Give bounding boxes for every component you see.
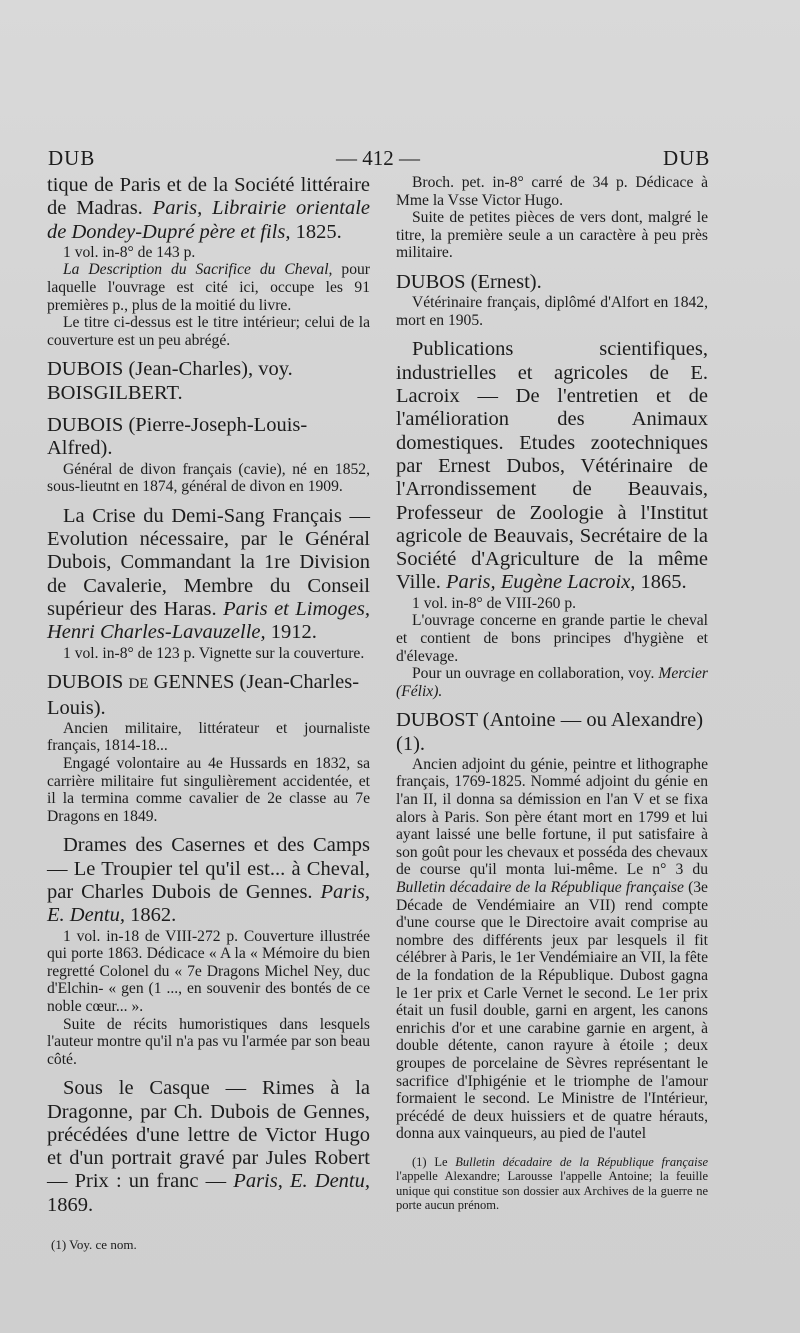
entry-heading: DUBOS (Ernest). [396,270,542,293]
entry-continuation [47,174,370,244]
publisher: Paris, E. Dentu, [233,1170,370,1193]
biography: Vétérinaire français, diplômé d'Alfort en 1842, mort en 1905. [396,294,708,329]
biography [396,756,708,1143]
year: 1912. [270,621,317,644]
footnote-right [396,1155,708,1213]
publisher: Paris, Librairie orientale de Dondey-Dupré père et fils, [47,197,370,243]
note-paragraph: Suite de petites pièces de vers dont, malgré le titre, la première seule a un caractère à peu près militaire. [396,209,708,262]
periodical-title: Bulletin décadaire de la République française [396,879,684,897]
header-right-keyword: DUB [663,146,711,170]
text-run: Pour un ouvrage en collaboration, voy. [412,665,655,683]
text-run: La Crise du Demi-Sang Français — Evolution nécessaire, par le Général Dubois, Commandant la 1re Division de Cavalerie, Membre du Conseil supérieur des Haras. [47,504,370,621]
entry-heading [47,671,370,720]
page-number: — 412 — [336,146,420,170]
footnote-left: (1) Voy. ce nom. [51,1237,137,1252]
text-run: Drames des Casernes et des Camps — Le Troupier tel qu'il est... à Cheval, par Charles Dubois de Gennes. [47,834,370,903]
text-run: tique de Paris et de la Société littéraire de Madras. [47,174,370,220]
reference: Mercier (Félix). [396,665,708,700]
volume-info: 1 vol. in-18 de VIII-272 p. Couverture illustrée qui porte 1863. Dédicace « A la « Mémoire du bien regretté Colonel du « 7e Dragons Michel Ney, duc d'Elchin- « gen (1 ..., en souvenir des bontés de ce noble cœur... ». [47,927,370,1015]
volume-info: Broch. pet. in-8° carré de 34 p. Dédicace à Mme la Vsse Victor Hugo. [396,174,708,209]
left-column [47,174,370,1217]
book-title [396,338,708,594]
biography: Engagé volontaire au 4e Hussards en 1832, sa carrière militaire fut singulièrement accidentée, et il la termina comme cavalier de 2e classe au 7e Dragons en 1849. [47,754,370,825]
cross-reference [396,665,708,700]
biography: Général de divon français (cavie), né en 1852, sous-lieutnt en 1874, général de divon en 1909. [47,460,370,496]
publisher: Paris, E. Dentu, [47,880,370,927]
note-paragraph: Le titre ci-dessus est le titre intérieur; celui de la couverture est un peu abrégé. [47,314,370,349]
biography: Ancien militaire, littérateur et journaliste français, 1814-18... [47,719,370,755]
running-header [0,146,800,176]
volume-info: 1 vol. in-8° de 143 p. [63,243,196,261]
text-run: (1) Le [412,1154,448,1169]
note-paragraph [47,261,370,314]
year: 1869. [47,1193,94,1216]
book-title [47,505,370,645]
book-title [47,834,370,927]
volume-info: 1 vol. in-8° de 123 p. Vignette sur la couverture. [63,644,365,662]
volume-info: 1 vol. in-8° de VIII-260 p. [412,594,577,612]
entry-heading: DUBOST (Antoine — ou Alexandre) (1). [396,709,704,755]
text-run: pour laquelle l'ouvrage est cité ici, occupe les 91 premières p., plus de la moitié du livre. [47,261,370,314]
text-run: DUBOIS [47,671,124,694]
entry-heading: DUBOIS (Pierre-Joseph-Louis-Alfred). [47,414,308,460]
text-run: GENNES (Jean-Charles-Louis). [47,671,360,719]
year: 1865. [640,571,687,594]
text-run: l'appelle Alexandre; Larousse l'appelle Antoine; la feuille unique qui constitue son dossier aux Archives de la guerre ne porte aucun prénom. [396,1169,708,1213]
entry-heading: DUBOIS (Jean-Charles), voy. BOISGILBERT. [47,358,293,404]
text-run: (3e Décade de Vendémiaire an VII) rend compte d'une course que le Directoire avait comprise au nombre des différents jeux par lesquels il fit célébrer à Paris, le 1er Vendémiaire an VII, la fête de la fondation de la République. Dubost gagna le 1er prix et Carle Vernet le second. Le 1er prix était un fusil double, garni en argent, les canons enrichis d'or et une carabine garnie en argent, à double détente, canon rayure à étoile ; deux groupes de porcelaine de Sèvres représentant le sacrifice d'Iphigénie et le triomphe de l'amour formaient le second. Le Ministre de l'Intérieur, précédé de deux huissiers et de quatre hérauts, donna aux vainqueurs, au pied de l'autel [396,879,708,1143]
work-title: La Description du Sacrifice du Cheval, [63,261,333,279]
header-left-keyword: DUB [48,146,96,170]
book-title [47,1077,370,1217]
year: 1862. [130,904,177,927]
periodical-title: Bulletin décadaire de la République française [455,1154,709,1169]
publisher: Paris et Limoges, Henri Charles-Lavauzelle, [47,598,370,644]
publisher: Paris, Eugène Lacroix, [446,571,636,594]
note-paragraph: L'ouvrage concerne en grande partie le cheval et contient de bons principes d'hygiène et d'élevage. [396,612,708,665]
right-column [396,174,708,1213]
text-run: Ancien adjoint du génie, peintre et lithographe français, 1769-1825. Nommé adjoint du génie en l'an II, il donna sa démission en l'an V et se fixa alors à Paris. Son père étant mort en 1799 et lui ayant laissé une belle fortune, il put satisfaire à son goût pour les chevaux et posséda des chevaux de course qu'il monta lui-même. Le n° 3 du [396,755,708,879]
year: 1825. [295,220,342,243]
text-run: Publications scientifiques, industrielles et agricoles de E. Lacroix — De l'entretien et de l'amélioration des Animaux domestiques. Etudes zootechniques par Ernest Dubos, Vétérinaire de l'Arrondissement de Beauvais, Professeur de Zoologie à l'Institut agricole de Beauvais, Secrétaire de la Société d'Agriculture de la même Ville. [396,338,708,594]
text-run: Sous le Casque — Rimes à la Dragonne, par Ch. Dubois de Gennes, précédées d'une lettre de Victor Hugo et d'un portrait gravé par Jules Robert — Prix : un franc — [47,1077,370,1193]
particle: DE [128,676,149,693]
note-paragraph: Suite de récits humoristiques dans lesquels l'auteur montre qu'il n'a pas vu l'armée par son beau côté. [47,1015,370,1068]
